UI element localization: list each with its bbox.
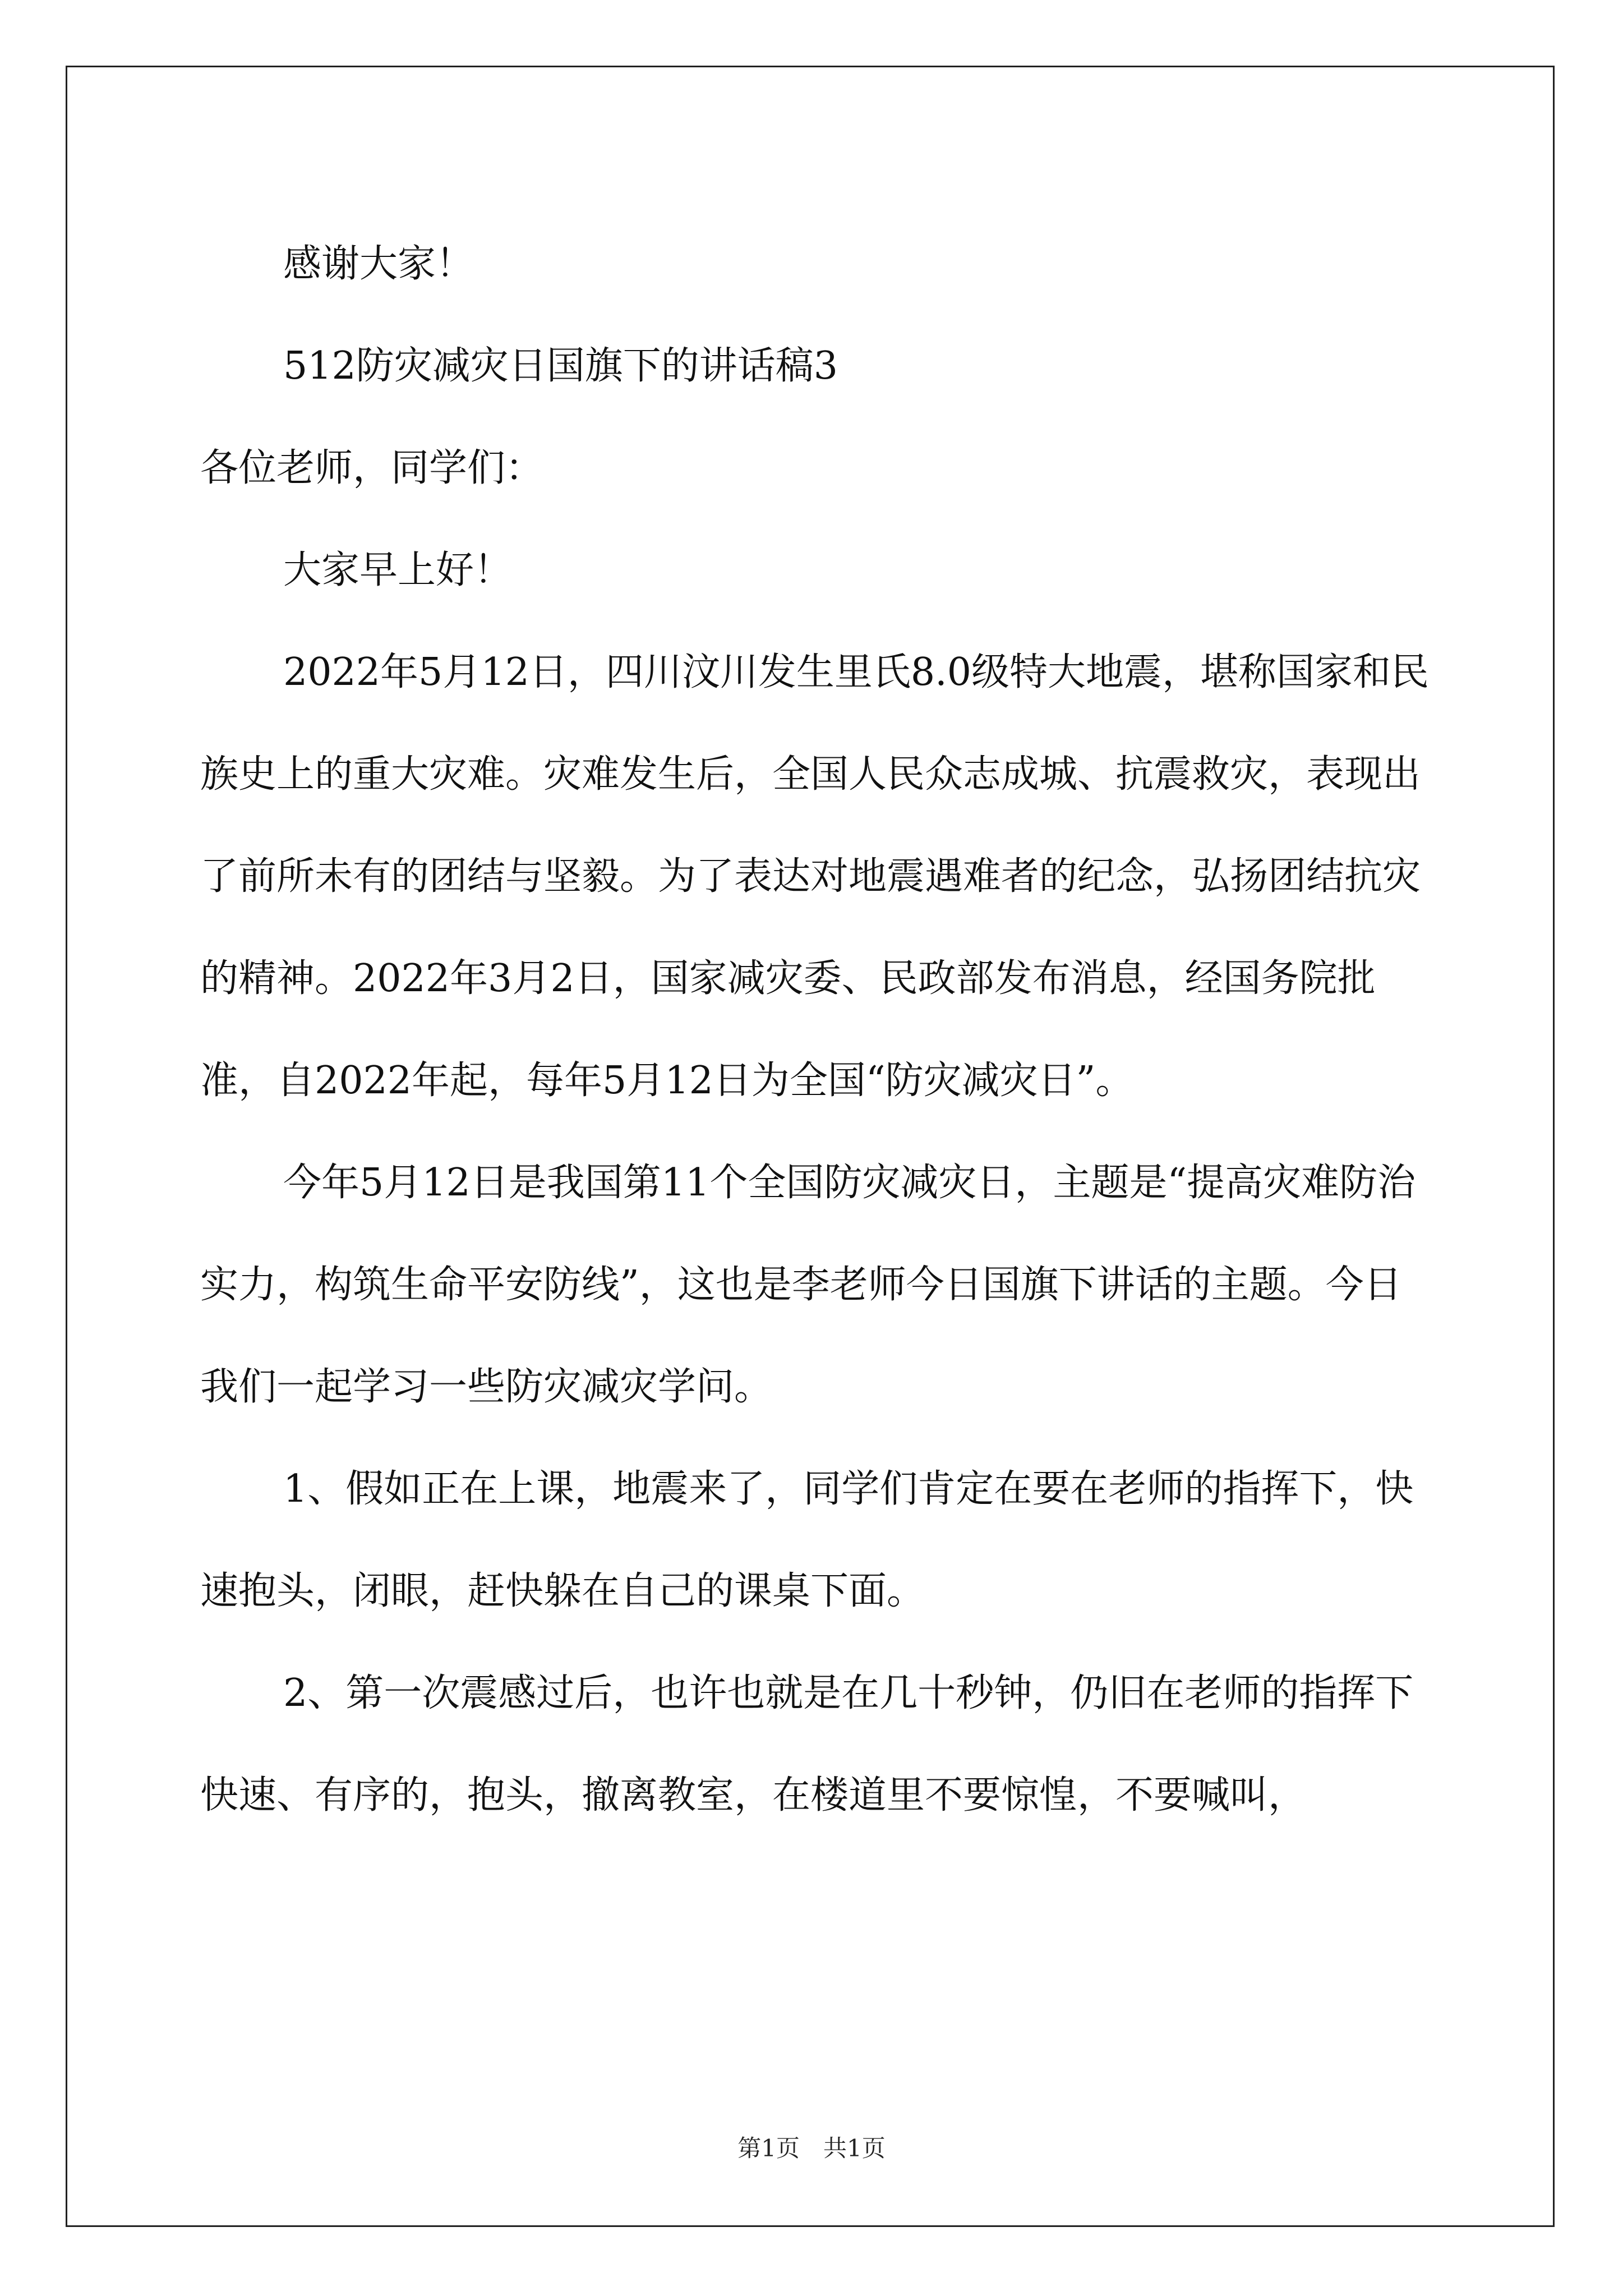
paragraph-thanks: 感谢大家！ bbox=[283, 242, 474, 286]
salutation: 各位老师，同学们： bbox=[200, 446, 544, 490]
paragraph-history: 2022年5月12日，四川汶川发生里氏8.0级特大地震，堪称国家和民族史上的重大灾难。灾难发生后，全国人民众志成城、抗震救灾，表现出了前所未有的团结与坚毅。为了表达对地震遇难者的纪念，弘扬团结抗灾的精神。2022年3月2日，国家减灾委、民政部发布消息，经国务院批准，自2022年起，每年5月12日为全国“防灾减灾日”。 bbox=[200, 650, 1429, 1103]
paragraph-tip-2: 2、第一次震感过后，也许也就是在几十秒钟，仍旧在老师的指挥下快速、有序的，抱头，撤离教室，在楼道里不要惊惶，不要喊叫， bbox=[200, 1671, 1414, 1818]
greeting: 大家早上好！ bbox=[283, 548, 513, 592]
document-body bbox=[200, 213, 1434, 1847]
paragraph-theme: 今年5月12日是我国第11个全国防灾减灾日，主题是“提高灾难防治实力，构筑生命平安防线”，这也是李老师今日国旗下讲话的主题。今日我们一起学习一些防灾减灾学问。 bbox=[200, 1161, 1416, 1409]
speech-title: 512防灾减灾日国旗下的讲话稿3 bbox=[283, 344, 838, 388]
paragraph-tip-1: 1、假如正在上课，地震来了，同学们肯定在要在老师的指挥下，快速抱头，闭眼，赶快躲在自己的课桌下面。 bbox=[200, 1467, 1414, 1613]
page-footer: 第1页 共1页 bbox=[737, 2134, 886, 2162]
